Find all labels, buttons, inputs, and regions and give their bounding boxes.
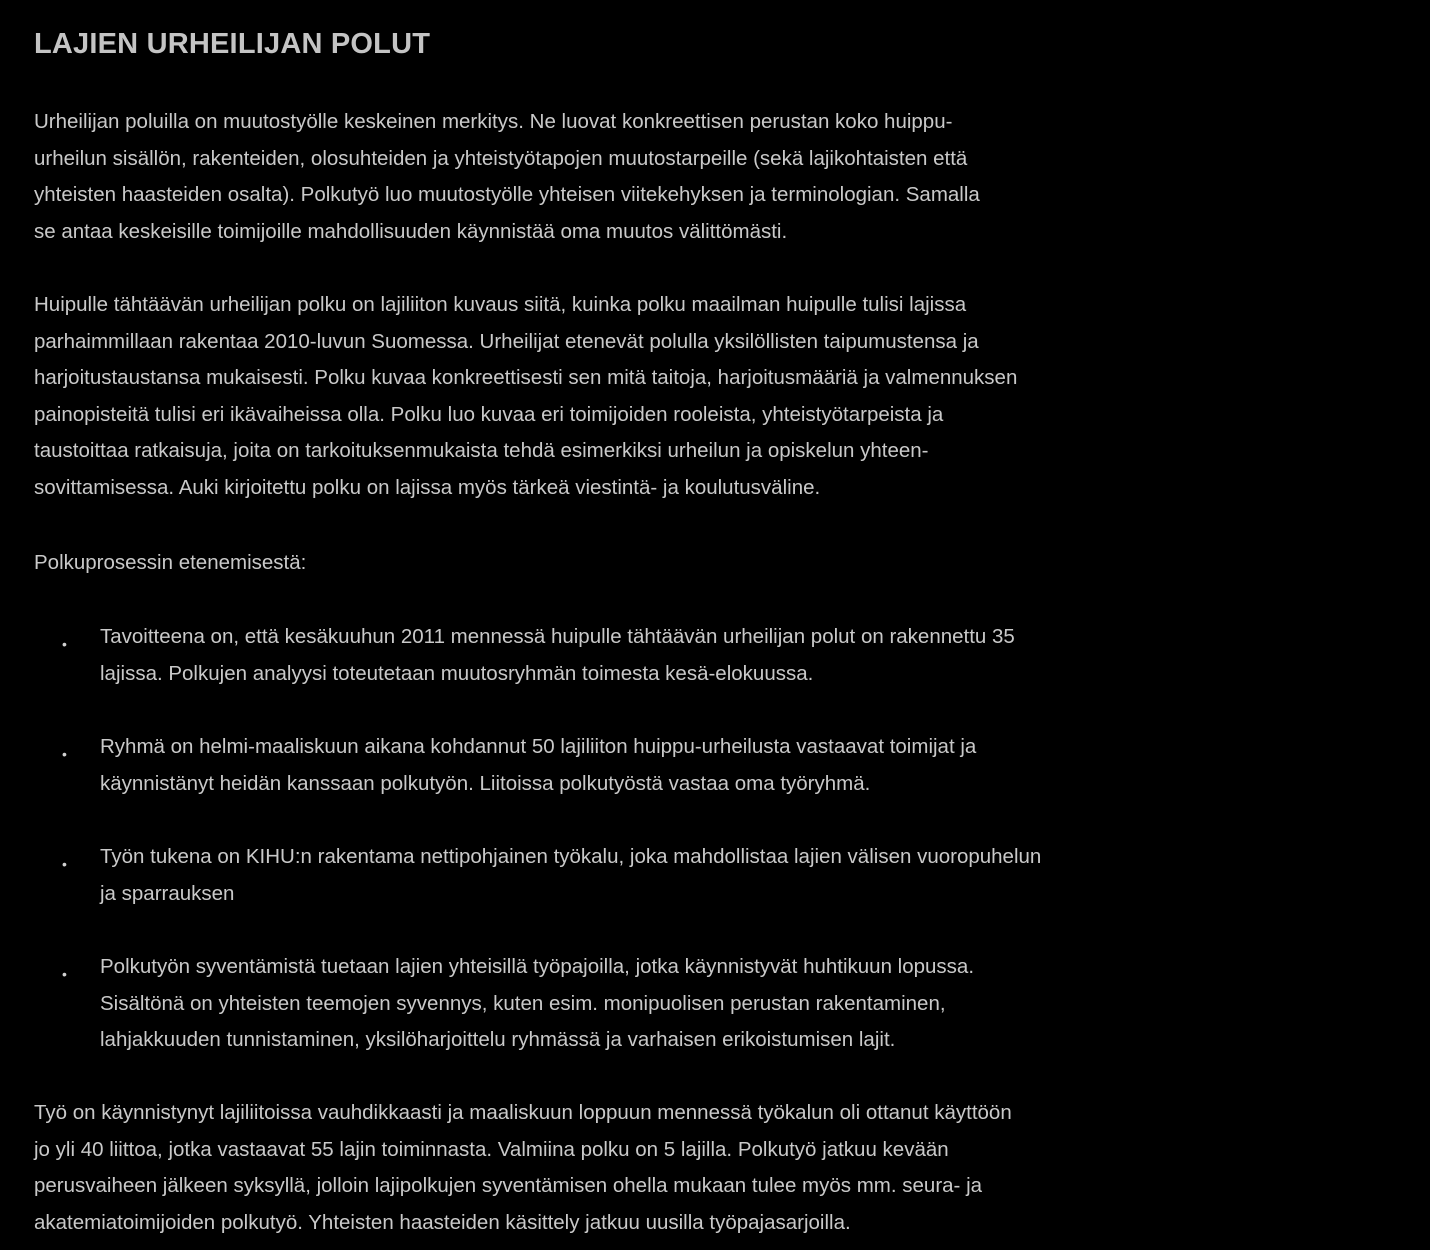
text-line: akatemiatoimijoiden polkutyö. Yhteisten haasteiden käsittely jatkuu uusilla työpajasarjoilla. (34, 1210, 851, 1234)
text-line: Työn tukena on KIHU:n rakentama nettipohjainen työkalu, joka mahdollistaa lajien välisen vuoropuhelun (100, 845, 1042, 868)
text-line: Polkuprosessin etenemisestä: (34, 551, 307, 574)
bullet-icon: • (62, 966, 67, 982)
text-line: Polkutyön syventämistä tuetaan lajien yhteisillä työpajoilla, jotka käynnistyvät huhtikuun lopussa. (100, 955, 975, 978)
text-line: Sisältönä on yhteisten teemojen syvennys, kuten esim. monipuolisen perustan rakentaminen, (100, 991, 946, 1015)
text-line: lahjakkuuden tunnistaminen, yksilöharjoittelu ryhmässä ja varhaisen erikoistumisen lajit. (100, 1028, 896, 1051)
text-line: harjoitustaustansa mukaisesti. Polku kuvaa konkreettisesti sen mitä taitoja, harjoitusmääriä ja valmennuksen (34, 366, 1018, 389)
bullet-icon: • (62, 856, 67, 872)
bullet-icon: • (62, 636, 67, 652)
closing-paragraph (34, 1095, 1012, 1241)
text-line: ja sparrauksen (100, 881, 235, 905)
text-line: Huipulle tähtäävän urheilijan polku on lajiliiton kuvaus siitä, kuinka polku maailman huipulle tulisi lajissa (34, 293, 967, 316)
progress-label (34, 545, 306, 582)
text-line: yhteisten haasteiden osalta). Polkutyö luo muutostyölle yhteisen viitekehyksen ja terminologian. Samalla (34, 183, 980, 206)
text-line: parhaimmillaan rakentaa 2010-luvun Suomessa. Urheilijat etenevät polulla yksilöllisten taipumustensa ja (34, 329, 979, 353)
text-line: sovittamisessa. Auki kirjoitettu polku on lajissa myös tärkeä viestintä- ja koulutusväline. (34, 475, 821, 499)
bullet-item (62, 949, 975, 1059)
page-title: LAJIEN URHEILIJAN POLUT (34, 28, 431, 60)
text-line: Ryhmä on helmi-maaliskuun aikana kohdannut 50 lajiliiton huippu-urheilusta vastaavat toimijat ja (100, 735, 977, 758)
description-paragraph (34, 287, 1017, 506)
text-line: jo yli 40 liittoa, jotka vastaavat 55 lajin toiminnasta. Valmiina polku on 5 lajilla. Polkutyö jatkuu kevään (34, 1137, 949, 1161)
bullet-item (62, 839, 1042, 912)
text-line: Urheilijan poluilla on muutostyölle keskeinen merkitys. Ne luovat konkreettisen perustan koko huippu- (34, 110, 953, 133)
bullet-icon: • (62, 746, 67, 762)
text-line: perusvaiheen jälkeen syksyllä, jolloin lajipolkujen syventämisen ohella mukaan tulee myös mm. seura- ja (34, 1174, 983, 1197)
text-line: lajissa. Polkujen analyysi toteutetaan muutosryhmän toimesta kesä-elokuussa. (100, 661, 814, 685)
bullet-item (62, 619, 1015, 692)
bullet-item (62, 729, 977, 802)
text-line: taustoittaa ratkaisuja, joita on tarkoituksenmukaista tehdä esimerkiksi urheilun ja opiskelun yhteen- (34, 439, 929, 462)
text-line: Työ on käynnistynyt lajiliitoissa vauhdikkaasti ja maaliskuun loppuun mennessä työkalun oli ottanut käyttöön (34, 1101, 1012, 1124)
text-line: se antaa keskeisille toimijoille mahdollisuuden käynnistää oma muutos välittömästi. (34, 219, 788, 243)
text-line: painopisteitä tulisi eri ikävaiheissa olla. Polku luo kuvaa eri toimijoiden rooleista, yhteistyötarpeista ja (34, 402, 944, 426)
text-line: käynnistänyt heidän kanssaan polkutyön. Liitoissa polkutyöstä vastaa oma työryhmä. (100, 771, 871, 795)
text-line: Tavoitteena on, että kesäkuuhun 2011 mennessä huipulle tähtäävän urheilijan polut on rakennettu 35 (100, 625, 1015, 648)
text-line: urheilun sisällön, rakenteiden, olosuhteiden ja yhteistyötapojen muutostarpeille (sekä lajikohtaisten että (34, 146, 968, 170)
intro-paragraph (34, 104, 980, 250)
